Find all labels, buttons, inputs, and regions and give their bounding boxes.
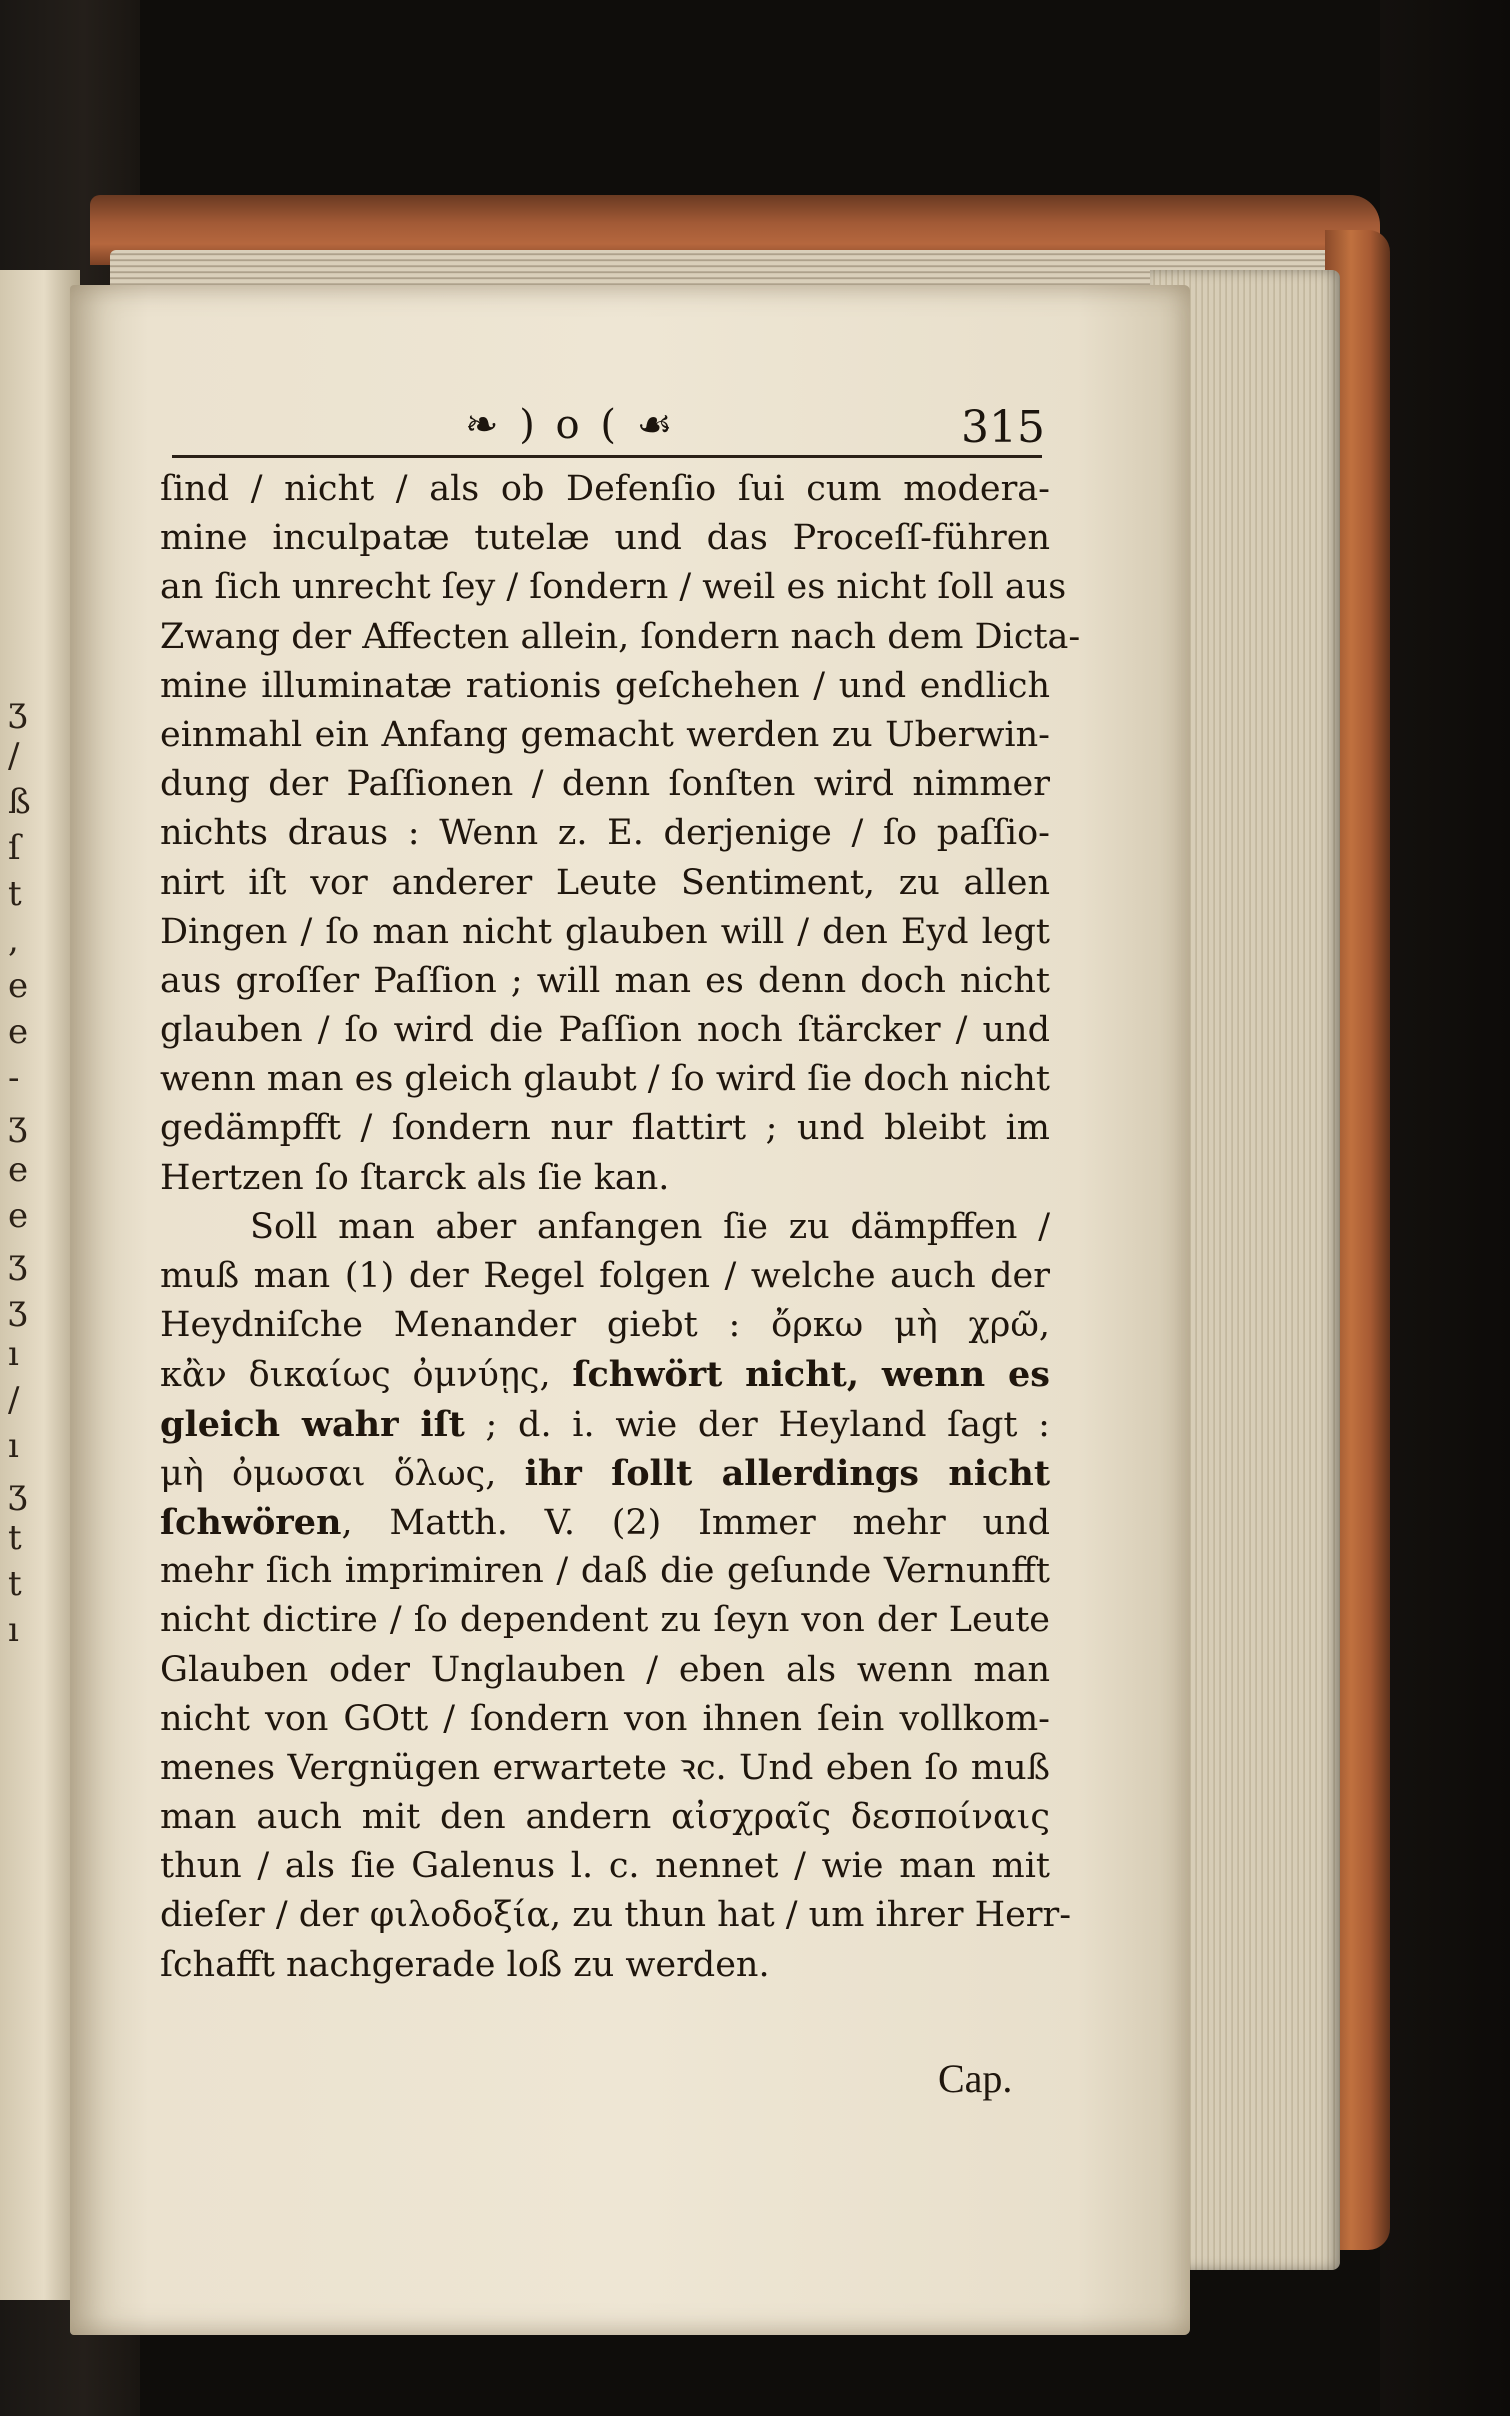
text-line: thun / als ſie Galenus l. c. nennet / wie man mit	[160, 1846, 1050, 1887]
bold-emphasis: ſchwört nicht, wenn es	[572, 1354, 1050, 1396]
text-line: dung der Paſſionen / denn ſonſten wird nimmer	[160, 764, 1050, 805]
text-line: mine inculpatæ tutelæ und das Proceſſ-führen	[160, 518, 1050, 559]
text-line: Heydniſche Menander giebt : ὄρκω μὴ χρῶ,	[160, 1305, 1050, 1346]
header-rule	[172, 455, 1042, 458]
facing-page-mark: /	[8, 736, 20, 776]
text-line: gleich wahr iſt ; d. i. wie der Heyland ſagt :	[160, 1403, 1050, 1445]
text-line: mine illuminatæ rationis geſchehen / und endlich	[160, 665, 1050, 706]
text-line: menes Vergnügen erwartete ꝛc. Und eben ſo muß	[160, 1747, 1050, 1788]
text-line: mehr ſich imprimiren / daß die geſunde Vernunfft	[160, 1551, 1050, 1592]
text-line: glauben / ſo wird die Paſſion noch ſtärcker / und	[160, 1010, 1050, 1051]
facing-page-mark: e	[8, 1012, 29, 1052]
text-line: μὴ ὀμωσαι ὅλως, ihr ſollt allerdings nicht	[160, 1452, 1050, 1494]
text-line: Glauben oder Unglauben / eben als wenn man	[160, 1649, 1050, 1690]
facing-page-mark: ʒ	[8, 690, 28, 730]
bold-emphasis: ihr ſollt allerdings nicht	[524, 1452, 1050, 1494]
facing-page-mark: ſ	[8, 828, 21, 868]
facing-page-mark: t	[8, 1518, 22, 1558]
facing-page-mark: e	[8, 1150, 29, 1190]
text-line: nichts draus : Wenn z. E. derjenige / ſo paſſio-	[160, 813, 1050, 854]
facing-page-mark: e	[8, 1196, 29, 1236]
facing-page-mark: t	[8, 874, 22, 914]
text-line: einmahl ein Anfang gemacht werden zu Uberwin-	[160, 714, 1050, 755]
text-line: Soll man aber anfangen ſie zu dämpffen /	[250, 1206, 1050, 1247]
text-line: dieſer / der φιλοδοξία, zu thun hat / um ihrer Herr-	[160, 1895, 1072, 1936]
facing-page-mark: ʒ	[8, 1242, 28, 1282]
ornament-icon: ❧ ) o ( ☙	[465, 402, 677, 448]
facing-page-mark: ı	[8, 1610, 19, 1650]
facing-page-mark: ß	[8, 782, 31, 822]
facing-page-left	[0, 270, 80, 2300]
text-line: Hertzen ſo ſtarck als ſie kan.	[160, 1157, 670, 1198]
text-line: ſchafft nachgerade loß zu werden.	[160, 1944, 770, 1985]
text-line: Dingen / ſo man nicht glauben will / den Eyd legt	[160, 911, 1050, 952]
text-line: Zwang der Affecten allein, ſondern nach dem Dicta-	[160, 616, 1081, 657]
page-number: 315	[961, 402, 1045, 453]
catchword: Cap.	[938, 2056, 1013, 2101]
background-right	[1380, 0, 1510, 2416]
text-line: aus groſſer Paſſion ; will man es denn doch nicht	[160, 960, 1050, 1001]
text-line: nicht dictire / ſo dependent zu ſeyn von der Leute	[160, 1600, 1050, 1641]
facing-page-mark: ʒ	[8, 1472, 28, 1512]
facing-page-mark: e	[8, 966, 29, 1006]
text-line: nicht von GOtt / ſondern von ihnen ſein vollkom-	[160, 1698, 1050, 1739]
facing-page-mark: ʒ	[8, 1288, 28, 1328]
running-head	[465, 400, 1045, 460]
bold-emphasis: ſchwören	[160, 1501, 342, 1543]
facing-page-mark: ı	[8, 1334, 19, 1374]
facing-page-mark: /	[8, 1380, 20, 1420]
bold-emphasis: gleich wahr iſt	[160, 1403, 465, 1445]
facing-page-mark: t	[8, 1564, 22, 1604]
text-line: nirt iſt vor anderer Leute Sentiment, zu allen	[160, 862, 1050, 903]
text-line: man auch mit den andern αἰσχραῖς δεσποίναις	[160, 1797, 1050, 1838]
text-line: κἂν δικαίως ὀμνύῃς, ſchwört nicht, wenn es	[160, 1354, 1050, 1396]
text-line: wenn man es gleich glaubt / ſo wird ſie doch nicht	[160, 1059, 1050, 1100]
facing-page-line-ends	[8, 690, 48, 1656]
text-line: ſchwören, Matth. V. (2) Immer mehr und	[160, 1501, 1050, 1543]
body-text	[160, 465, 1081, 1990]
text-line: muß man (1) der Regel folgen / welche auch der	[160, 1256, 1050, 1296]
facing-page-mark: ,	[8, 920, 19, 960]
facing-page-mark: ʒ	[8, 1104, 28, 1144]
facing-page-mark: ı	[8, 1426, 19, 1466]
facing-page-mark: -	[8, 1058, 20, 1098]
text-line: gedämpfft / ſondern nur flattirt ; und bleibt im	[160, 1108, 1050, 1149]
text-line: ſind / nicht / als ob Defenſio ſui cum modera-	[160, 469, 1050, 509]
text-line: an ſich unrecht ſey / ſondern / weil es nicht ſoll aus	[160, 567, 1067, 608]
